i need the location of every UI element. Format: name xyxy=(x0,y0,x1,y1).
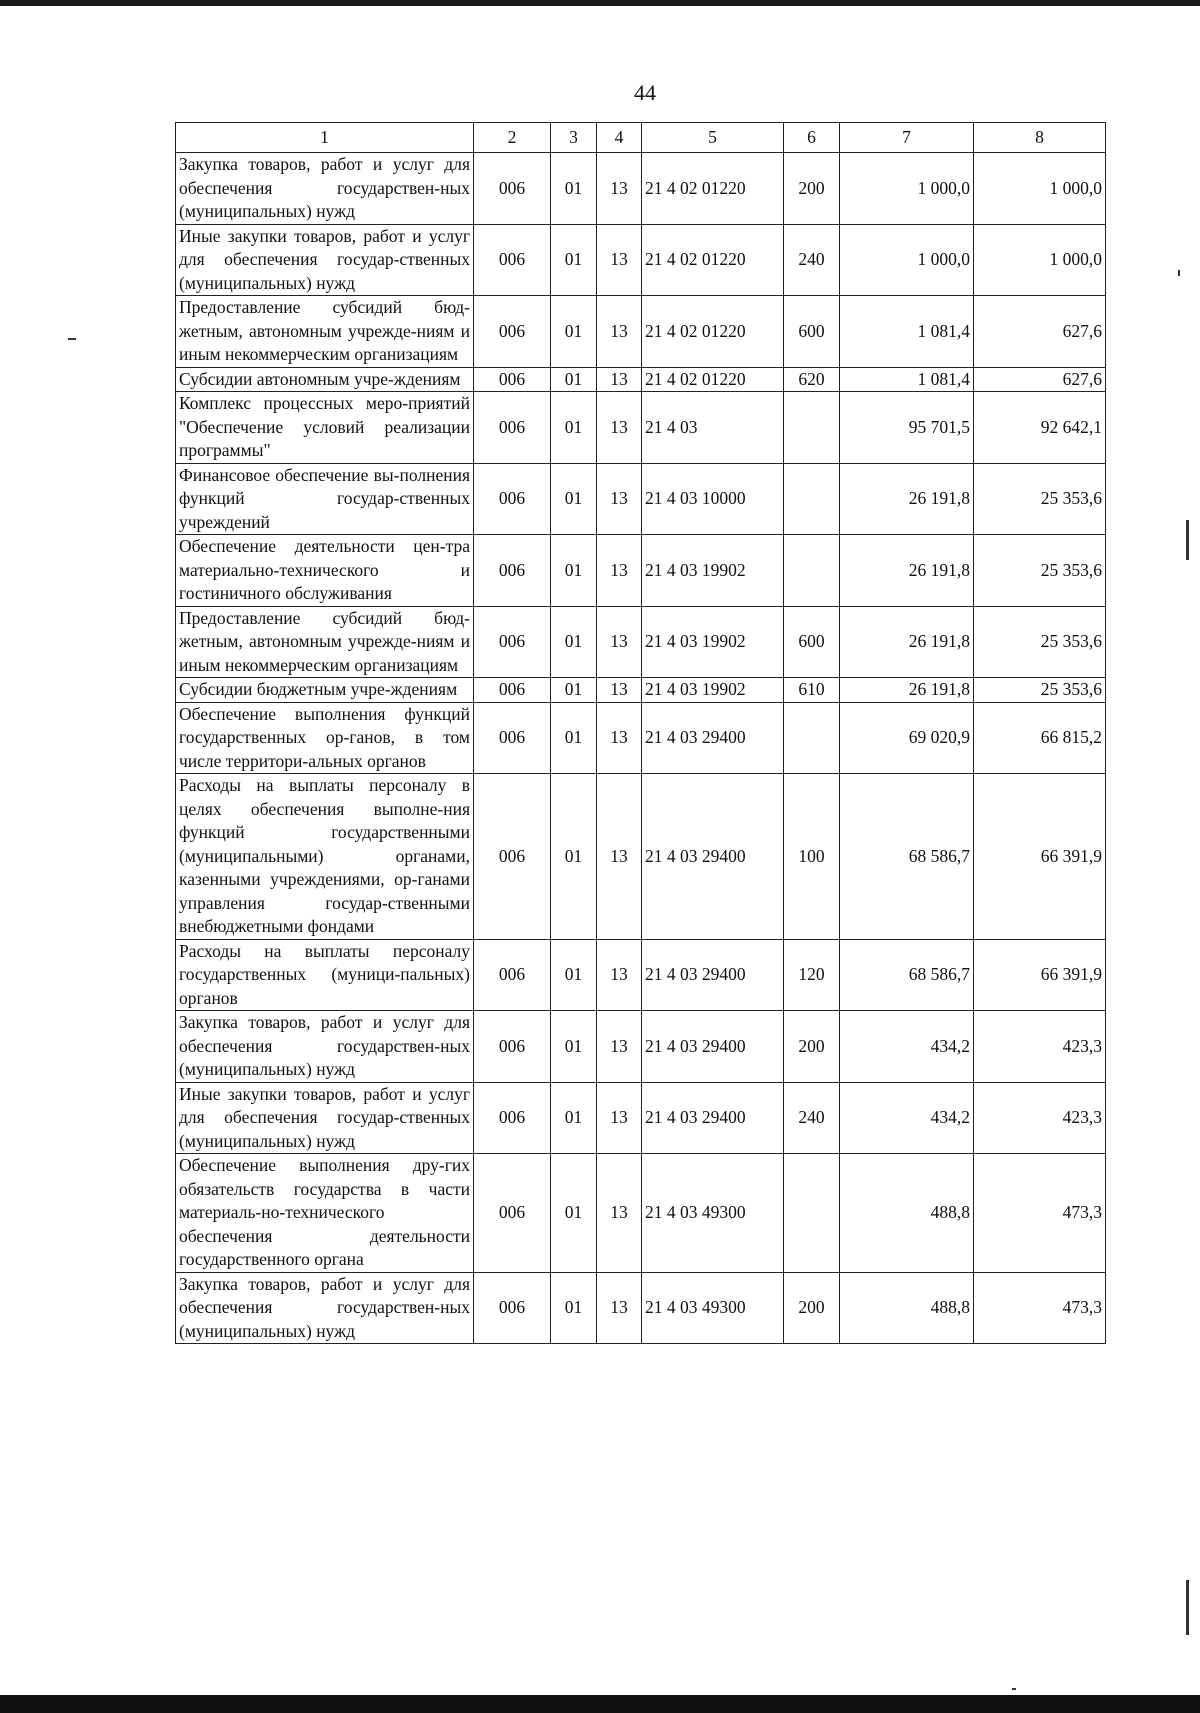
table-row xyxy=(176,1272,1106,1344)
cell-target-article: 21 4 03 10000 xyxy=(642,463,784,535)
cell-target-article: 21 4 03 xyxy=(642,392,784,464)
table-row xyxy=(176,606,1106,678)
table-row xyxy=(176,774,1106,940)
cell-expense-type: 240 xyxy=(784,224,840,296)
cell-amount-year1: 68 586,7 xyxy=(840,774,974,940)
cell-section: 01 xyxy=(551,939,597,1011)
cell-target-article: 21 4 02 01220 xyxy=(642,296,784,368)
column-header: 7 xyxy=(840,123,974,153)
cell-amount-year2: 423,3 xyxy=(974,1011,1106,1083)
cell-section: 01 xyxy=(551,1272,597,1344)
table-row xyxy=(176,296,1106,368)
cell-amount-year1: 69 020,9 xyxy=(840,702,974,774)
cell-amount-year1: 26 191,8 xyxy=(840,606,974,678)
cell-amount-year1: 68 586,7 xyxy=(840,939,974,1011)
page-number: 44 xyxy=(634,80,656,105)
cell-expense-type xyxy=(784,702,840,774)
cell-amount-year1: 488,8 xyxy=(840,1272,974,1344)
cell-subsection: 13 xyxy=(597,774,642,940)
cell-amount-year2: 25 353,6 xyxy=(974,535,1106,607)
column-header: 5 xyxy=(642,123,784,153)
column-header: 8 xyxy=(974,123,1106,153)
cell-expense-type: 620 xyxy=(784,367,840,392)
cell-ministry-code: 006 xyxy=(474,1082,551,1154)
cell-amount-year1: 1 000,0 xyxy=(840,153,974,225)
scan-mark xyxy=(1012,1688,1016,1690)
cell-target-article: 21 4 03 49300 xyxy=(642,1154,784,1273)
table-row xyxy=(176,1082,1106,1154)
column-header: 1 xyxy=(176,123,474,153)
cell-amount-year1: 95 701,5 xyxy=(840,392,974,464)
cell-target-article: 21 4 03 19902 xyxy=(642,678,784,703)
cell-expense-type: 200 xyxy=(784,1272,840,1344)
row-name: Обеспечение деятельности цен-тра материально-технического и гостиничного обслуживания xyxy=(176,535,474,607)
cell-subsection: 13 xyxy=(597,1272,642,1344)
cell-section: 01 xyxy=(551,535,597,607)
cell-ministry-code: 006 xyxy=(474,153,551,225)
cell-section: 01 xyxy=(551,774,597,940)
table-row xyxy=(176,367,1106,392)
table-body xyxy=(176,153,1106,1344)
cell-ministry-code: 006 xyxy=(474,367,551,392)
cell-section: 01 xyxy=(551,296,597,368)
scan-bottom-border xyxy=(0,1695,1200,1713)
scan-edge-mark xyxy=(1186,1580,1189,1635)
row-name: Закупка товаров, работ и услуг для обеспечения государствен-ных (муниципальных) нужд xyxy=(176,153,474,225)
scan-top-border xyxy=(0,0,1200,6)
cell-ministry-code: 006 xyxy=(474,392,551,464)
cell-expense-type: 600 xyxy=(784,606,840,678)
cell-expense-type: 120 xyxy=(784,939,840,1011)
cell-subsection: 13 xyxy=(597,1082,642,1154)
cell-section: 01 xyxy=(551,224,597,296)
cell-target-article: 21 4 02 01220 xyxy=(642,224,784,296)
row-name: Субсидии автономным учре-ждениям xyxy=(176,367,474,392)
cell-subsection: 13 xyxy=(597,367,642,392)
cell-amount-year2: 1 000,0 xyxy=(974,153,1106,225)
cell-section: 01 xyxy=(551,153,597,225)
cell-subsection: 13 xyxy=(597,702,642,774)
row-name: Закупка товаров, работ и услуг для обеспечения государствен-ных (муниципальных) нужд xyxy=(176,1272,474,1344)
cell-expense-type xyxy=(784,535,840,607)
cell-amount-year1: 488,8 xyxy=(840,1154,974,1273)
table-row xyxy=(176,392,1106,464)
cell-target-article: 21 4 03 29400 xyxy=(642,774,784,940)
cell-amount-year2: 473,3 xyxy=(974,1272,1106,1344)
scan-mark xyxy=(68,338,76,340)
cell-section: 01 xyxy=(551,463,597,535)
cell-ministry-code: 006 xyxy=(474,1154,551,1273)
cell-subsection: 13 xyxy=(597,153,642,225)
cell-section: 01 xyxy=(551,1154,597,1273)
column-header: 2 xyxy=(474,123,551,153)
cell-amount-year2: 92 642,1 xyxy=(974,392,1106,464)
table-header-row xyxy=(176,123,1106,153)
cell-expense-type xyxy=(784,463,840,535)
cell-amount-year2: 627,6 xyxy=(974,367,1106,392)
cell-amount-year2: 25 353,6 xyxy=(974,678,1106,703)
cell-amount-year1: 1 081,4 xyxy=(840,367,974,392)
row-name: Предоставление субсидий бюд-жетным, автономным учрежде-ниям и иным некоммерческим организациям xyxy=(176,606,474,678)
cell-subsection: 13 xyxy=(597,939,642,1011)
table-row xyxy=(176,463,1106,535)
cell-amount-year2: 66 815,2 xyxy=(974,702,1106,774)
column-header: 6 xyxy=(784,123,840,153)
cell-amount-year1: 26 191,8 xyxy=(840,463,974,535)
table-row xyxy=(176,702,1106,774)
cell-amount-year1: 434,2 xyxy=(840,1011,974,1083)
scan-edge-mark xyxy=(1186,520,1189,560)
row-name: Иные закупки товаров, работ и услуг для обеспечения государ-ственных (муниципальных) нужд xyxy=(176,224,474,296)
row-name: Комплекс процессных меро-приятий "Обеспечение условий реализации программы" xyxy=(176,392,474,464)
row-name: Финансовое обеспечение вы-полнения функций государ-ственных учреждений xyxy=(176,463,474,535)
row-name: Иные закупки товаров, работ и услуг для обеспечения государ-ственных (муниципальных) нужд xyxy=(176,1082,474,1154)
cell-subsection: 13 xyxy=(597,678,642,703)
cell-subsection: 13 xyxy=(597,296,642,368)
cell-amount-year2: 66 391,9 xyxy=(974,939,1106,1011)
cell-ministry-code: 006 xyxy=(474,606,551,678)
cell-target-article: 21 4 03 49300 xyxy=(642,1272,784,1344)
cell-ministry-code: 006 xyxy=(474,296,551,368)
cell-target-article: 21 4 03 29400 xyxy=(642,1011,784,1083)
cell-amount-year2: 473,3 xyxy=(974,1154,1106,1273)
cell-section: 01 xyxy=(551,392,597,464)
cell-target-article: 21 4 02 01220 xyxy=(642,153,784,225)
cell-amount-year2: 627,6 xyxy=(974,296,1106,368)
cell-subsection: 13 xyxy=(597,1154,642,1273)
cell-expense-type xyxy=(784,392,840,464)
cell-subsection: 13 xyxy=(597,535,642,607)
table-row xyxy=(176,939,1106,1011)
table-row xyxy=(176,678,1106,703)
cell-amount-year2: 66 391,9 xyxy=(974,774,1106,940)
cell-ministry-code: 006 xyxy=(474,1272,551,1344)
cell-target-article: 21 4 03 29400 xyxy=(642,1082,784,1154)
cell-section: 01 xyxy=(551,1011,597,1083)
cell-subsection: 13 xyxy=(597,392,642,464)
cell-target-article: 21 4 02 01220 xyxy=(642,367,784,392)
cell-ministry-code: 006 xyxy=(474,535,551,607)
cell-ministry-code: 006 xyxy=(474,463,551,535)
row-name: Субсидии бюджетным учре-ждениям xyxy=(176,678,474,703)
column-header: 4 xyxy=(597,123,642,153)
cell-amount-year1: 1 081,4 xyxy=(840,296,974,368)
cell-subsection: 13 xyxy=(597,606,642,678)
cell-expense-type: 610 xyxy=(784,678,840,703)
cell-expense-type: 100 xyxy=(784,774,840,940)
cell-target-article: 21 4 03 29400 xyxy=(642,939,784,1011)
cell-expense-type: 200 xyxy=(784,153,840,225)
cell-expense-type: 600 xyxy=(784,296,840,368)
row-name: Расходы на выплаты персоналу государственных (муници-пальных) органов xyxy=(176,939,474,1011)
row-name: Закупка товаров, работ и услуг для обеспечения государствен-ных (муниципальных) нужд xyxy=(176,1011,474,1083)
cell-amount-year2: 25 353,6 xyxy=(974,463,1106,535)
cell-target-article: 21 4 03 19902 xyxy=(642,606,784,678)
cell-amount-year1: 434,2 xyxy=(840,1082,974,1154)
cell-amount-year2: 25 353,6 xyxy=(974,606,1106,678)
cell-amount-year1: 26 191,8 xyxy=(840,678,974,703)
cell-amount-year2: 1 000,0 xyxy=(974,224,1106,296)
table-row xyxy=(176,535,1106,607)
table-row xyxy=(176,1154,1106,1273)
cell-ministry-code: 006 xyxy=(474,678,551,703)
cell-ministry-code: 006 xyxy=(474,224,551,296)
cell-subsection: 13 xyxy=(597,224,642,296)
scan-mark xyxy=(1178,270,1180,276)
row-name: Обеспечение выполнения функций государственных ор-ганов, в том числе территори-альных органов xyxy=(176,702,474,774)
cell-section: 01 xyxy=(551,367,597,392)
budget-table xyxy=(175,122,1106,1344)
cell-section: 01 xyxy=(551,678,597,703)
cell-expense-type: 240 xyxy=(784,1082,840,1154)
table-row xyxy=(176,224,1106,296)
row-name: Расходы на выплаты персоналу в целях обеспечения выполне-ния функций государственными (муниципальными) органами, казенными учреждениями, ор-ганами управления государ-ственными внебюджетными фондами xyxy=(176,774,474,940)
row-name: Предоставление субсидий бюд-жетным, автономным учрежде-ниям и иным некоммерческим организациям xyxy=(176,296,474,368)
cell-ministry-code: 006 xyxy=(474,939,551,1011)
cell-ministry-code: 006 xyxy=(474,1011,551,1083)
cell-expense-type: 200 xyxy=(784,1011,840,1083)
table-row xyxy=(176,1011,1106,1083)
cell-expense-type xyxy=(784,1154,840,1273)
cell-amount-year2: 423,3 xyxy=(974,1082,1106,1154)
cell-target-article: 21 4 03 19902 xyxy=(642,535,784,607)
cell-section: 01 xyxy=(551,702,597,774)
row-name: Обеспечение выполнения дру-гих обязательств государства в части материаль-но-технического обеспечения деятельности государственного органа xyxy=(176,1154,474,1273)
cell-ministry-code: 006 xyxy=(474,774,551,940)
cell-section: 01 xyxy=(551,606,597,678)
cell-subsection: 13 xyxy=(597,463,642,535)
column-header: 3 xyxy=(551,123,597,153)
table-row xyxy=(176,153,1106,225)
cell-target-article: 21 4 03 29400 xyxy=(642,702,784,774)
cell-subsection: 13 xyxy=(597,1011,642,1083)
cell-amount-year1: 26 191,8 xyxy=(840,535,974,607)
cell-ministry-code: 006 xyxy=(474,702,551,774)
cell-section: 01 xyxy=(551,1082,597,1154)
cell-amount-year1: 1 000,0 xyxy=(840,224,974,296)
